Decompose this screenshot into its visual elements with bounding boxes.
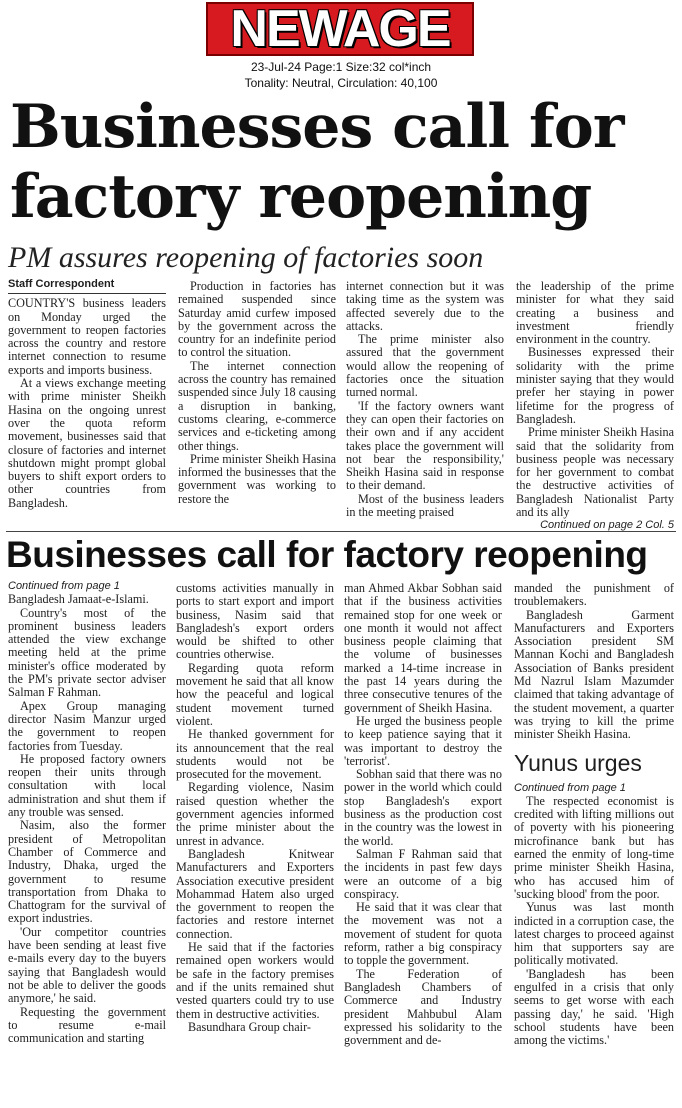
paragraph: He thanked government for its announcement that the real students would not be prosecuted for the movement. [176,727,334,782]
paragraph: the leadership of the prime minister for what they said creating a business and investment friendly environment in the country. [516,279,674,347]
paragraph: At a views exchange meeting with prime minister Sheikh Hasina on the ongoing unrest over the quota reform movement, businesses said that closure of factories and internet shutdown might prompt global buyers to shift export orders to other countries from Bangladesh. [8,376,166,510]
paragraph: Salman F Rahman said that the incidents in past few days were an outcome of a big conspiracy. [344,846,502,901]
yunus-continued-from: Continued from page 1 [514,781,626,794]
byline: Staff Correspondent [8,278,166,294]
clipping-meta-tonality: Tonality: Neutral, Circulation: 40,100 [244,76,438,90]
paragraph: The prime minister also assured that the government would allow the reopening of factories once the situation turned normal. [346,332,504,400]
paragraph: Yunus was last month indicted in a corruption case, the latest charges to proceed against him that supporters say are politically motivated. [514,900,674,968]
continued-from-note: Continued from page 1 [8,580,120,592]
paragraph: customs activities manually in ports to start export and import business, Nasim said that Bangladesh's export orders would be shifted to other countries otherwise. [176,581,334,662]
article1-column-3 [346,280,504,519]
logo-text: NEWAGE [230,0,450,58]
article1-column-4 [516,280,674,533]
paragraph: 'Bangladesh has been engulfed in a crisis that only seems to get worse with each passing day,' he said. 'High school students have been among the victims.' [514,966,674,1048]
newspaper-logo [206,2,474,56]
paragraph: COUNTRY'S business leaders on Monday urged the government to reopen factories across the country and restore internet connection to resume exports and imports business. [8,296,166,377]
paragraph: Bangladesh Jamaat-e-Islami. [8,592,149,607]
paragraph: Nasim, also the former president of Metropolitan Chamber of Commerce and Industry, Dhaka, urged the government to resume transportation from Dhaka to Chattogram for the survival of export industries. [8,818,166,926]
paragraph: Basundhara Group chair- [188,1019,311,1034]
paragraph: The respected economist is credited with lifting millions out of poverty with his pioneering microfinance bank but has earned the enmity of long-time prime minister Sheikh Hasina, who has accused him of 'sucking blood' from the poor. [514,793,674,901]
paragraph: The Federation of Bangladesh Chambers of Commerce and Industry president Mahbubul Alam expressed his solidarity to the government and de- [344,966,502,1048]
paragraph: Businesses expressed their solidarity with the prime minister saying that they would prefer her staying in power lifetime for the progress of Bangladesh. [516,345,674,426]
paragraph: Regarding violence, Nasim raised question whether the government agencies informed the prime minister about the unrest in advance. [176,780,334,848]
paragraph: Prime minister Sheikh Hasina said that the solidarity from business people was necessary for her government to combat the destructive activities of Bangladesh Nationalist Party and its ally [516,425,674,520]
paragraph: Bangladesh Knitwear Manufacturers and Exporters Association executive president Mohammad Hatem also urged the government to reopen the factories and restore internet connection. [176,846,334,941]
paragraph: 'Our competitor countries have been sending at least five e-mails every day to the buyers saying that Bangladesh would not be able to deliver the goods anymore,' he said. [8,924,166,1006]
article1-column-2 [178,280,336,506]
paragraph: 'If the factory owners want they can open their factories on their own and if any accident takes place the government will not bear the responsibility,' Sheikh Hasina said in response to their demand. [346,398,504,493]
main-headline: Businesses call for factory reopening [10,92,624,232]
article2-column-1 [8,580,166,1045]
paragraph: Production in factories has remained suspended since Saturday amid curfew imposed by the government across the country for an indefinite period to control the situation. [178,279,336,360]
paragraph: He said that it was clear that the movement was not a movement of student for quota reform, rather a big conspiracy to topple the government. [344,900,502,968]
subheadline: PM assures reopening of factories soon [8,241,484,274]
paragraph: Prime minister Sheikh Hasina informed the businesses that the government was working to restore the [178,451,336,506]
paragraph: manded the punishment of troublemakers. [514,581,674,609]
paragraph: Country's most of the prominent business leaders attended the view exchange meeting held at the prime minister's office moderated by the PM's private sector adviser Salman F Rahman. [8,605,166,700]
paragraph: man Ahmed Akbar Sobhan said that if the business activities remained stop for one week or one month it would not affect business people claiming that the volume of businesses marked a 14-time increase in the past 14 years during the three consecutive tenures of the government of Sheikh Hasina. [344,581,502,715]
paragraph: Requesting the government to resume e-mail communication and starting [8,1004,166,1046]
paragraph: Most of the business leaders in the meeting praised [346,491,504,520]
paragraph: He urged the business people to keep patience saying that it was important to destroy the 'terrorist'. [344,713,502,768]
paragraph: The internet connection across the country has remained suspended since July 18 causing a disruption in banking, customs clearing, e-commerce services and e-ticketing among other things. [178,358,336,453]
article1-column-1 [8,278,166,510]
article2-column-4 [514,582,674,1048]
jump-headline: Businesses call for factory reopening [6,534,648,575]
paragraph: Apex Group managing director Nasim Manzur urged the government to reopen factories from Tuesday. [8,698,166,753]
continued-note: Continued on page 2 Col. 5 [540,519,674,532]
paragraph: Regarding quota reform movement he said that all know how the peaceful and logical student movement turned violent. [176,660,334,728]
clipping-meta-date: 23-Jul-24 Page:1 Size:32 col*inch [250,60,432,74]
yunus-headline: Yunus urges [514,749,642,776]
paragraph: Sobhan said that there was no power in the world which could stop Bangladesh's export business as the production cost in the country was the lowest in the world. [344,767,502,848]
section-divider [6,531,676,532]
article2-column-2 [176,582,334,1034]
paragraph: Bangladesh Garment Manufacturers and Exporters Association president SM Mannan Kochi and Bangladesh Association of Banks president Md Nazrul Islam Mazumder claimed that taking advantage of the student movement, a quarter was trying to kill the prime minister Sheikh Hasina. [514,607,674,742]
article2-column-3 [344,582,502,1047]
paragraph: He proposed factory owners reopen their units through consultation with local administration and shut them if any trouble was sensed. [8,751,166,820]
paragraph: He said that if the factories remained open workers would be safe in the factory premises and if the units remained shut vested quarters could try to use them in destructive activities. [176,940,334,1021]
paragraph: internet connection but it was taking time as the system was affected severely due to the attacks. [346,279,504,333]
